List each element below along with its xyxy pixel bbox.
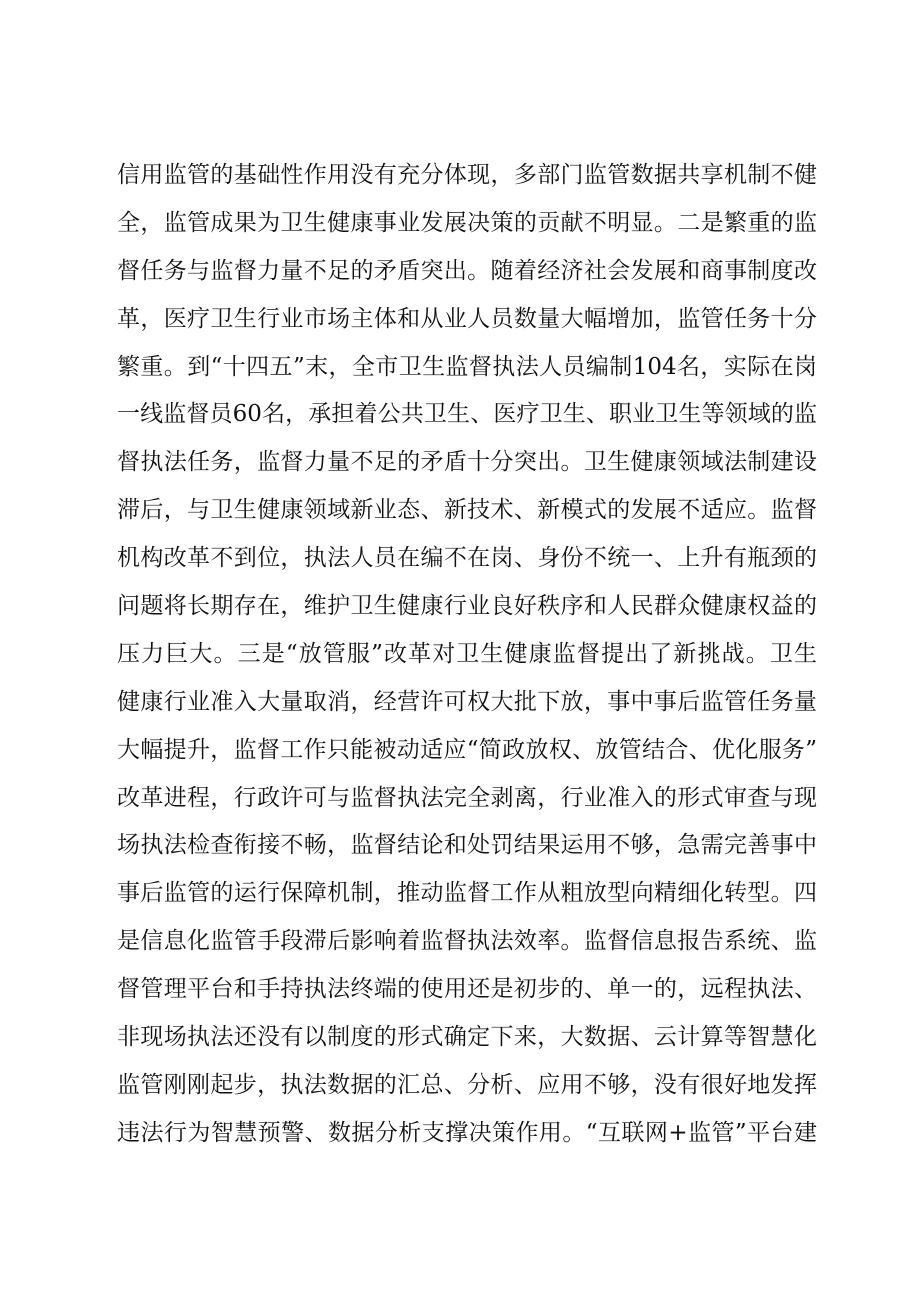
body-paragraph bbox=[117, 152, 817, 1158]
paragraph-line: 非现场执法还没有以制度的形式确定下来，大数据、云计算等智慧化 bbox=[117, 1024, 817, 1051]
paragraph-line: 机构改革不到位，执法人员在编不在岗、身份不统一、上升有瓶颈的 bbox=[117, 545, 817, 572]
paragraph-line: 督执法任务，监督力量不足的矛盾十分突出。卫生健康领域法制建设 bbox=[117, 449, 817, 476]
paragraph-line: 全，监管成果为卫生健康事业发展决策的贡献不明显。二是繁重的监 bbox=[117, 209, 817, 236]
paragraph-line: 压力巨大。三是“放管服”改革对卫生健康监督提出了新挑战。卫生 bbox=[117, 640, 817, 667]
paragraph-line: 一线监督员60名，承担着公共卫生、医疗卫生、职业卫生等领域的监 bbox=[117, 401, 817, 428]
paragraph-line: 是信息化监管手段滞后影响着监督执法效率。监督信息报告系统、监 bbox=[117, 928, 817, 955]
paragraph-line: 繁重。到“十四五”末，全市卫生监督执法人员编制104名，实际在岗 bbox=[117, 353, 817, 380]
paragraph-line: 大幅提升，监督工作只能被动适应“简政放权、放管结合、优化服务” bbox=[117, 736, 817, 763]
paragraph-line: 滞后，与卫生健康领域新业态、新技术、新模式的发展不适应。监督 bbox=[117, 497, 817, 524]
paragraph-line: 信用监管的基础性作用没有充分体现，多部门监管数据共享机制不健 bbox=[117, 162, 817, 188]
paragraph-line: 场执法检查衔接不畅，监督结论和处罚结果运用不够，急需完善事中 bbox=[117, 832, 817, 859]
paragraph-line: 督管理平台和手持执法终端的使用还是初步的、单一的，远程执法、 bbox=[117, 976, 817, 1003]
paragraph-line: 革，医疗卫生行业市场主体和从业人员数量大幅增加，监管任务十分 bbox=[117, 305, 817, 332]
paragraph-line: 监管刚刚起步，执法数据的汇总、分析、应用不够，没有很好地发挥 bbox=[117, 1071, 817, 1098]
paragraph-line: 督任务与监督力量不足的矛盾突出。随着经济社会发展和商事制度改 bbox=[117, 257, 817, 284]
paragraph-line: 事后监管的运行保障机制，推动监督工作从粗放型向精细化转型。四 bbox=[117, 880, 817, 907]
paragraph-line: 改革进程，行政许可与监督执法完全剥离，行业准入的形式审查与现 bbox=[117, 784, 817, 811]
paragraph-line: 健康行业准入大量取消，经营许可权大批下放，事中事后监管任务量 bbox=[117, 688, 817, 715]
paragraph-line: 违法行为智慧预警、数据分析支撑决策作用。“互联网+监管”平台建 bbox=[117, 1119, 817, 1146]
paragraph-line: 问题将长期存在，维护卫生健康行业良好秩序和人民群众健康权益的 bbox=[117, 593, 817, 620]
